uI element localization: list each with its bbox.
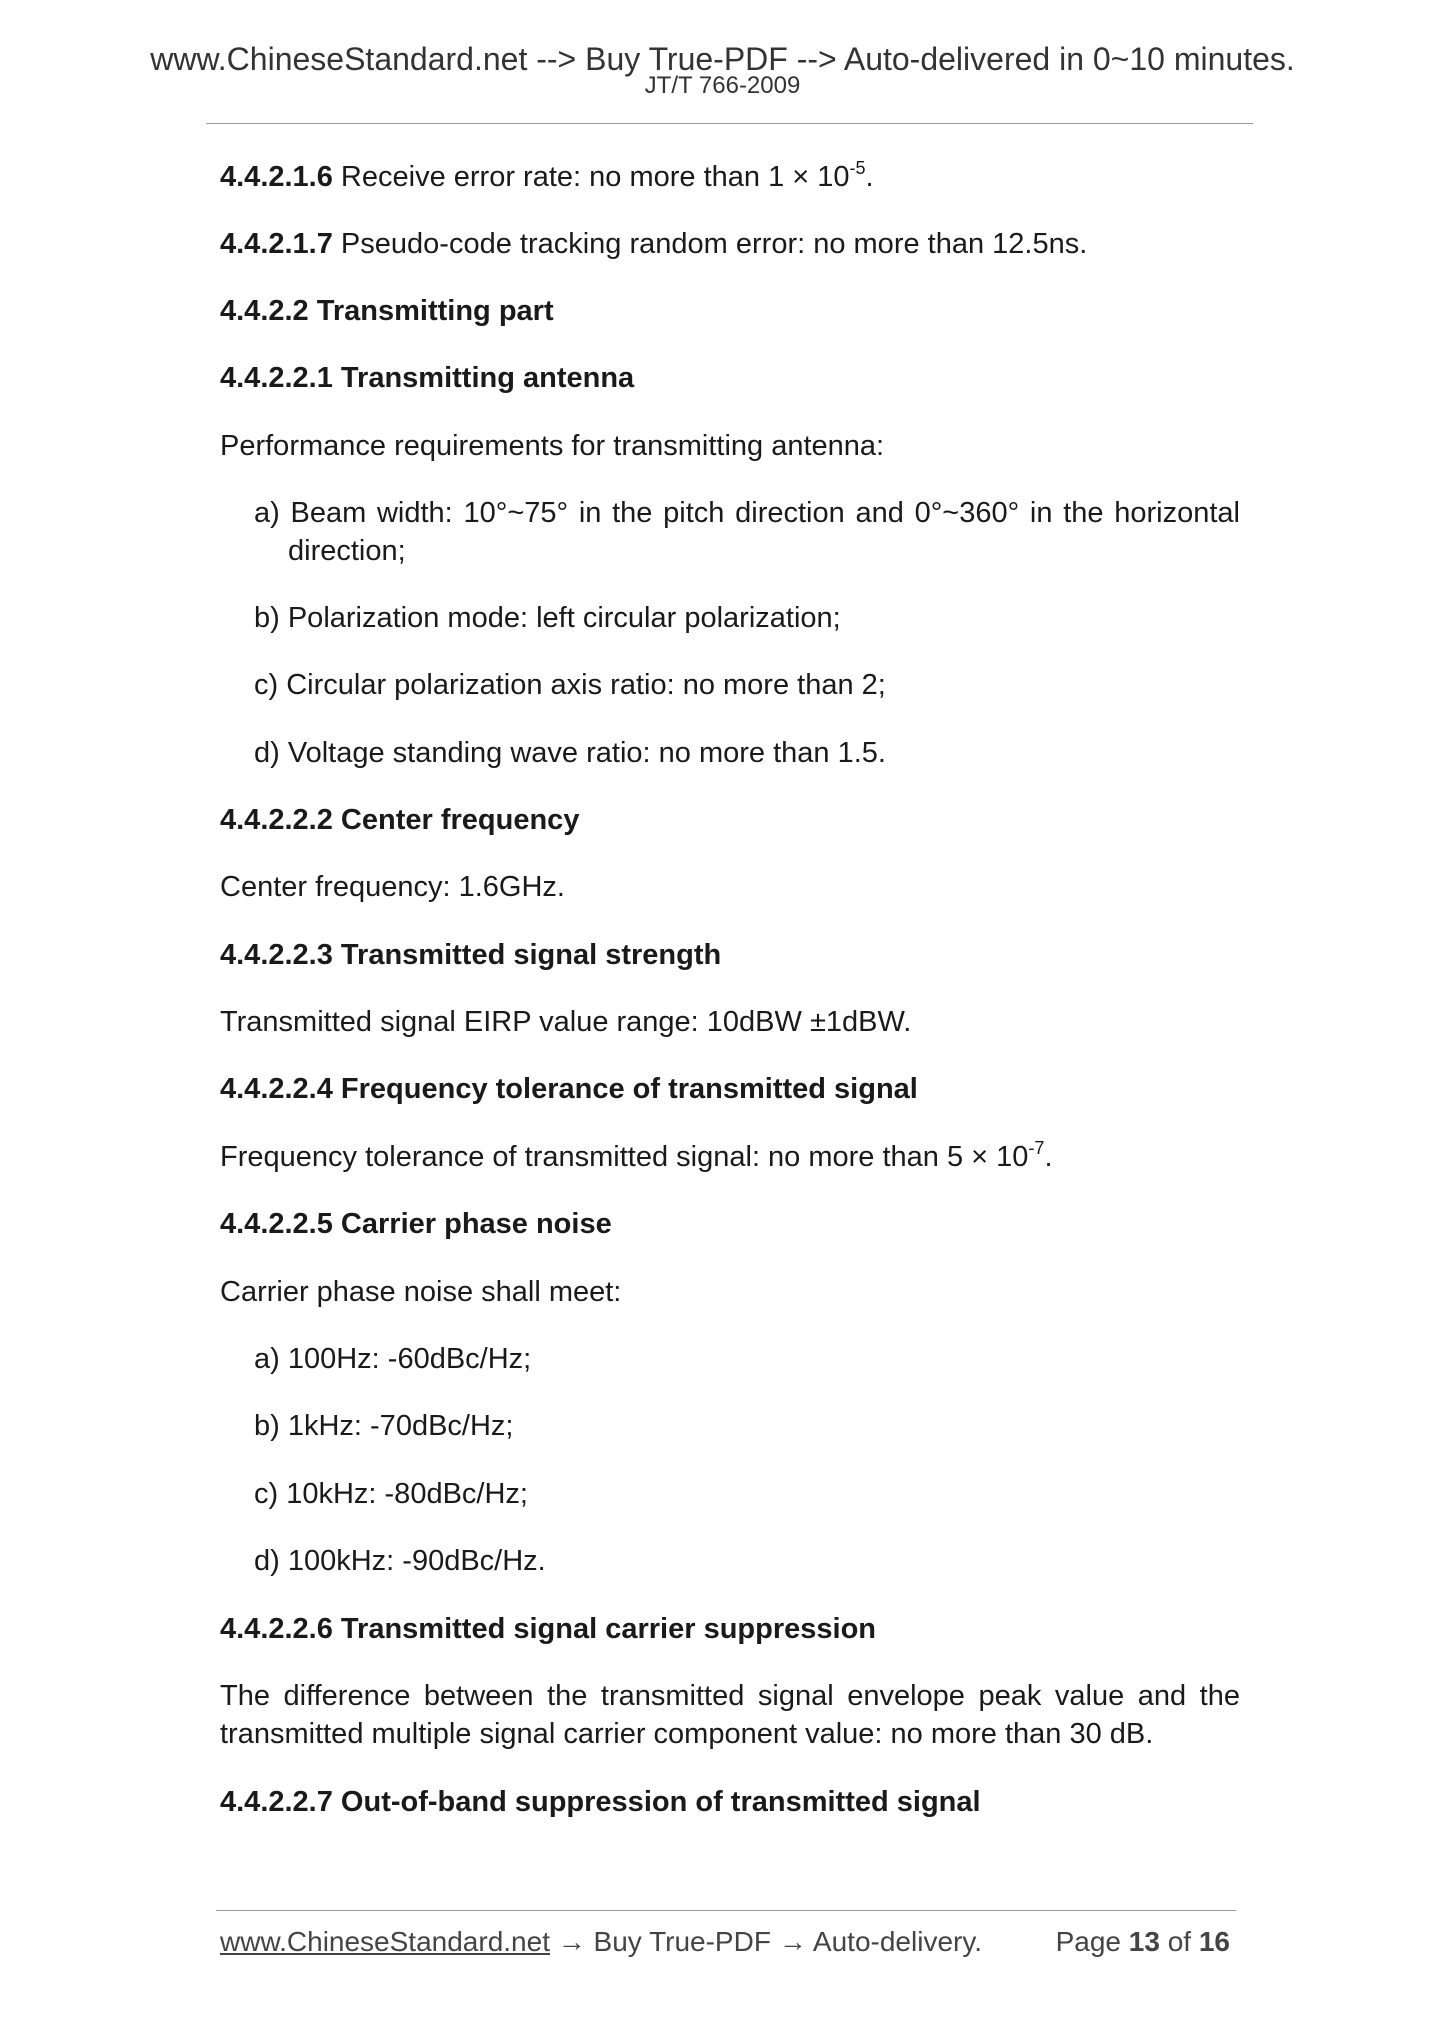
document-number: JT/T 766-2009 <box>644 72 801 99</box>
signal-strength-text: Transmitted signal EIRP value range: 10dBW ±1dBW. <box>220 1006 912 1038</box>
page-total: 16 <box>1198 1926 1230 1957</box>
page-footer <box>220 1926 1230 1966</box>
heading-4-4-2-2-7: 4.4.2.2.7 Out-of-band suppression of transmitted signal <box>220 1786 981 1818</box>
carrier-suppression-line1: The difference between the transmitted signal envelope peak value and the <box>220 1680 1240 1712</box>
page-counter <box>1056 1926 1230 1958</box>
antenna-item-d: d) Voltage standing wave ratio: no more than 1.5. <box>254 737 886 769</box>
phase-noise-intro: Carrier phase noise shall meet: <box>220 1276 622 1308</box>
phase-item-a: a) 100Hz: -60dBc/Hz; <box>254 1343 532 1375</box>
header-divider <box>206 123 1253 124</box>
of-label: of <box>1167 1926 1192 1957</box>
clause-number: 4.4.2.1.7 <box>220 228 333 260</box>
exponent: -7 <box>1028 1138 1045 1158</box>
clause-number: 4.4.2.1.6 <box>220 161 333 193</box>
center-frequency-text: Center frequency: 1.6GHz. <box>220 871 565 903</box>
exponent: -5 <box>849 158 866 178</box>
heading-4-4-2-2: 4.4.2.2 Transmitting part <box>220 295 554 327</box>
heading-4-4-2-2-6: 4.4.2.2.6 Transmitted signal carrier suppression <box>220 1613 876 1645</box>
tolerance-end: . <box>1044 1141 1053 1173</box>
antenna-item-c: c) Circular polarization axis ratio: no more than 2; <box>254 669 886 701</box>
site-banner: www.ChineseStandard.net --> Buy True-PDF --> Auto-delivered in 0~10 minutes. <box>150 41 1295 77</box>
footer-promo-text: → Buy True-PDF → Auto-delivery. <box>549 1926 983 1957</box>
heading-4-4-2-2-1: 4.4.2.2.1 Transmitting antenna <box>220 362 635 394</box>
footer-site-link[interactable]: www.ChineseStandard.net <box>220 1926 550 1957</box>
heading-4-4-2-2-2: 4.4.2.2.2 Center frequency <box>220 804 580 836</box>
phase-item-c: c) 10kHz: -80dBc/Hz; <box>254 1478 528 1510</box>
clause-4-4-2-1-6 <box>220 158 874 196</box>
antenna-item-b: b) Polarization mode: left circular polarization; <box>254 602 841 634</box>
footer-promo <box>220 1926 982 1958</box>
page-number: 13 <box>1128 1926 1160 1957</box>
footer-divider <box>216 1910 1236 1911</box>
phase-item-b: b) 1kHz: -70dBc/Hz; <box>254 1410 514 1442</box>
antenna-item-a-line1: a) Beam width: 10°~75° in the pitch direction and 0°~360° in the horizontal <box>254 497 1240 529</box>
antenna-intro: Performance requirements for transmitting antenna: <box>220 430 885 462</box>
clause-text: Receive error rate: no more than 1 × 10 <box>332 161 850 193</box>
antenna-item-a-line2: direction; <box>288 535 406 567</box>
tolerance-text: Frequency tolerance of transmitted signal: no more than 5 × 10 <box>220 1141 1029 1173</box>
carrier-suppression-line2: transmitted multiple signal carrier component value: no more than 30 dB. <box>220 1718 1154 1750</box>
heading-4-4-2-2-5: 4.4.2.2.5 Carrier phase noise <box>220 1208 612 1240</box>
phase-item-d: d) 100kHz: -90dBc/Hz. <box>254 1545 546 1577</box>
frequency-tolerance-text <box>220 1138 1053 1176</box>
clause-end: . <box>865 161 874 193</box>
heading-4-4-2-2-4: 4.4.2.2.4 Frequency tolerance of transmitted signal <box>220 1073 918 1105</box>
clause-4-4-2-1-7 <box>220 225 1087 263</box>
page-label: Page <box>1055 1926 1121 1957</box>
heading-4-4-2-2-3: 4.4.2.2.3 Transmitted signal strength <box>220 939 722 971</box>
clause-text: Pseudo-code tracking random error: no more than 12.5ns. <box>332 228 1088 260</box>
